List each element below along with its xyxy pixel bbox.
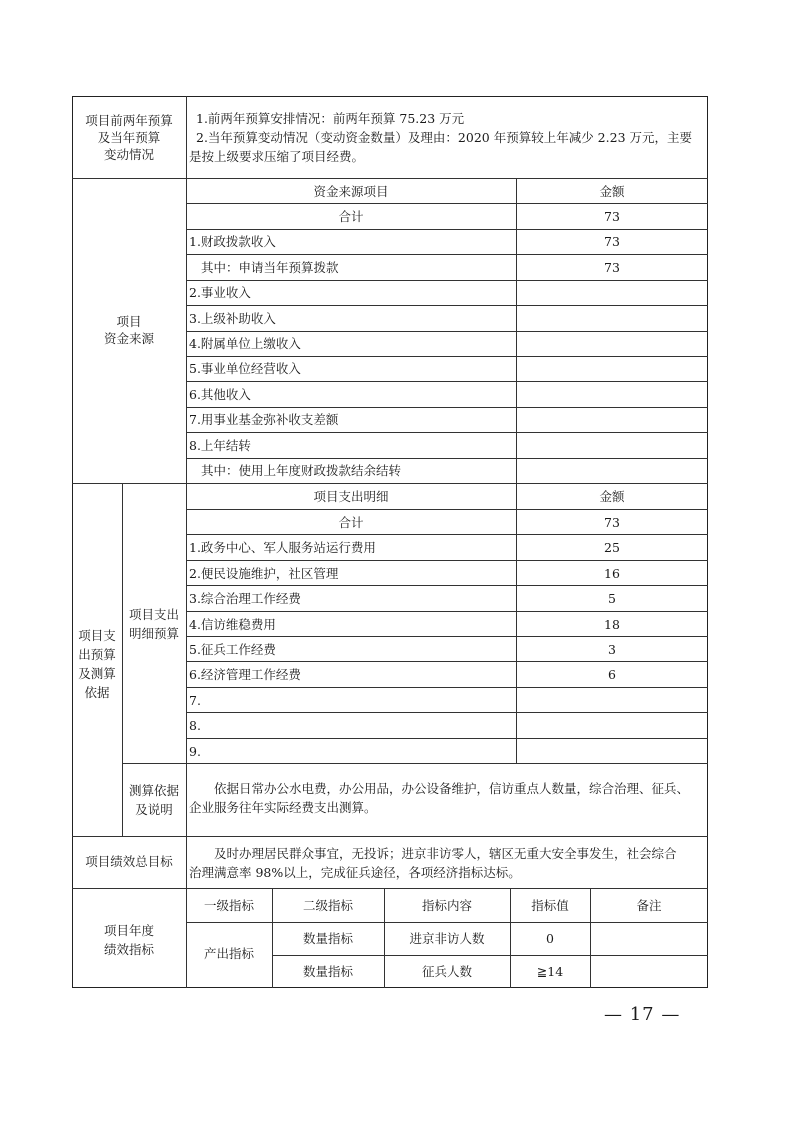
divider	[186, 738, 708, 739]
divider	[72, 836, 708, 837]
expenditure-row-amount: 25	[604, 540, 620, 555]
expenditure-row-amount: 73	[604, 515, 620, 530]
expenditure-row-item: 7.	[189, 693, 201, 708]
divider	[186, 305, 708, 306]
indicator-content: 征兵人数	[421, 964, 472, 979]
divider	[186, 203, 708, 204]
budget-history-line3: 是按上级要求压缩了项目经费。	[189, 149, 365, 164]
indicator-header: 指标内容	[421, 898, 472, 913]
indicator-level1: 产出指标	[203, 946, 254, 961]
divider	[72, 483, 708, 484]
goal-line2: 治理满意率 98%以上，完成征兵途径，各项经济指标达标。	[189, 865, 521, 880]
funding-row-item: 1.财政拨款收入	[189, 234, 276, 249]
expenditure-row-item: 4.信访维稳费用	[189, 617, 276, 632]
expenditure-row-amount: 5	[608, 591, 616, 606]
divider	[72, 888, 708, 889]
divider	[186, 611, 708, 612]
divider	[186, 922, 708, 923]
indicator-value: 0	[546, 931, 554, 946]
expenditure-row-item: 3.综合治理工作经费	[189, 591, 301, 606]
divider	[186, 509, 708, 510]
funding-row-item: 8.上年结转	[189, 438, 251, 453]
divider	[72, 178, 708, 179]
indicator-header: 一级指标	[203, 898, 254, 913]
divider	[186, 534, 708, 535]
funding-header-item: 资金来源项目	[313, 184, 389, 199]
divider	[186, 331, 708, 332]
divider	[186, 407, 708, 408]
divider	[122, 763, 708, 764]
expenditure-header-amount: 金额	[599, 489, 625, 504]
expenditure-row-item: 1.政务中心、军人服务站运行费用	[189, 540, 376, 555]
divider	[186, 229, 708, 230]
detail-budget-label: 项目支出 明细预算	[128, 607, 179, 641]
divider	[186, 458, 708, 459]
indicator-content: 进京非访人数	[409, 931, 485, 946]
expenditure-row-item: 5.征兵工作经费	[189, 642, 276, 657]
funding-header-amount: 金额	[599, 184, 625, 199]
basis-line2: 企业服务往年实际经费支出测算。	[189, 800, 377, 815]
funding-row-amount: 73	[604, 234, 620, 249]
page-number: — 17 —	[604, 1004, 681, 1025]
divider	[186, 381, 708, 382]
funding-row-item: 4.附属单位上缴收入	[189, 336, 301, 351]
funding-row-item: 其中：使用上年度财政拨款结余结转	[201, 463, 402, 478]
budget-history-line2: 2.当年预算变动情况（变动资金数量）及理由：2020 年预算较上年减少 2.23 万元，主要	[196, 130, 692, 145]
expenditure-row-item: 合计	[338, 515, 364, 530]
indicator-level2: 数量指标	[302, 964, 353, 979]
funding-row-item: 其中：申请当年预算拨款	[201, 260, 339, 275]
funding-row-amount: 73	[604, 209, 620, 224]
funding-row-item: 6.其他收入	[189, 387, 251, 402]
indicator-header: 备注	[636, 898, 662, 913]
expenditure-row-item: 2.便民设施维护，社区管理	[189, 566, 339, 581]
expenditure-label: 项目支 出预算 及测算 依据	[78, 628, 116, 700]
funding-row-item: 合计	[338, 209, 364, 224]
indicators-label: 项目年度 绩效指标	[103, 923, 154, 957]
funding-row-item: 2.事业收入	[189, 285, 251, 300]
divider	[186, 356, 708, 357]
indicator-value: ≧14	[536, 964, 564, 979]
divider	[272, 955, 708, 956]
funding-row-item: 7.用事业基金弥补收支差额	[189, 412, 339, 427]
divider	[186, 280, 708, 281]
basis-line1: 依据日常办公水电费，办公用品，办公设备维护，信访重点人数量，综合治理、征兵、	[214, 781, 690, 796]
divider	[186, 432, 708, 433]
budget-history-line1: 1.前两年预算安排情况：前两年预算 75.23 万元	[196, 111, 465, 126]
divider	[186, 712, 708, 713]
budget-history-label: 项目前两年预算 及当年预算 变动情况	[85, 113, 173, 162]
divider	[186, 560, 708, 561]
indicator-level2: 数量指标	[302, 931, 353, 946]
basis-label: 测算依据 及说明	[128, 783, 179, 817]
expenditure-row-item: 6.经济管理工作经费	[189, 667, 301, 682]
indicator-header: 指标值	[531, 898, 569, 913]
indicator-header: 二级指标	[302, 898, 353, 913]
expenditure-row-amount: 6	[608, 667, 616, 682]
divider	[186, 636, 708, 637]
divider	[186, 661, 708, 662]
divider	[186, 254, 708, 255]
expenditure-row-item: 9.	[189, 744, 201, 759]
funding-source-label: 项目 资金来源	[103, 314, 154, 346]
funding-row-item: 3.上级补助收入	[189, 311, 276, 326]
divider	[186, 687, 708, 688]
goal-label: 项目绩效总目标	[85, 854, 173, 869]
expenditure-header-item: 项目支出明细	[313, 489, 389, 504]
funding-row-item: 5.事业单位经营收入	[189, 361, 301, 376]
expenditure-row-item: 8.	[189, 718, 201, 733]
goal-line1: 及时办理居民群众事宜，无投诉；进京非访零人，辖区无重大安全事发生，社会综合	[214, 846, 677, 861]
divider	[186, 585, 708, 586]
expenditure-row-amount: 18	[604, 617, 620, 632]
expenditure-row-amount: 16	[604, 566, 620, 581]
funding-row-amount: 73	[604, 260, 620, 275]
expenditure-row-amount: 3	[608, 642, 616, 657]
